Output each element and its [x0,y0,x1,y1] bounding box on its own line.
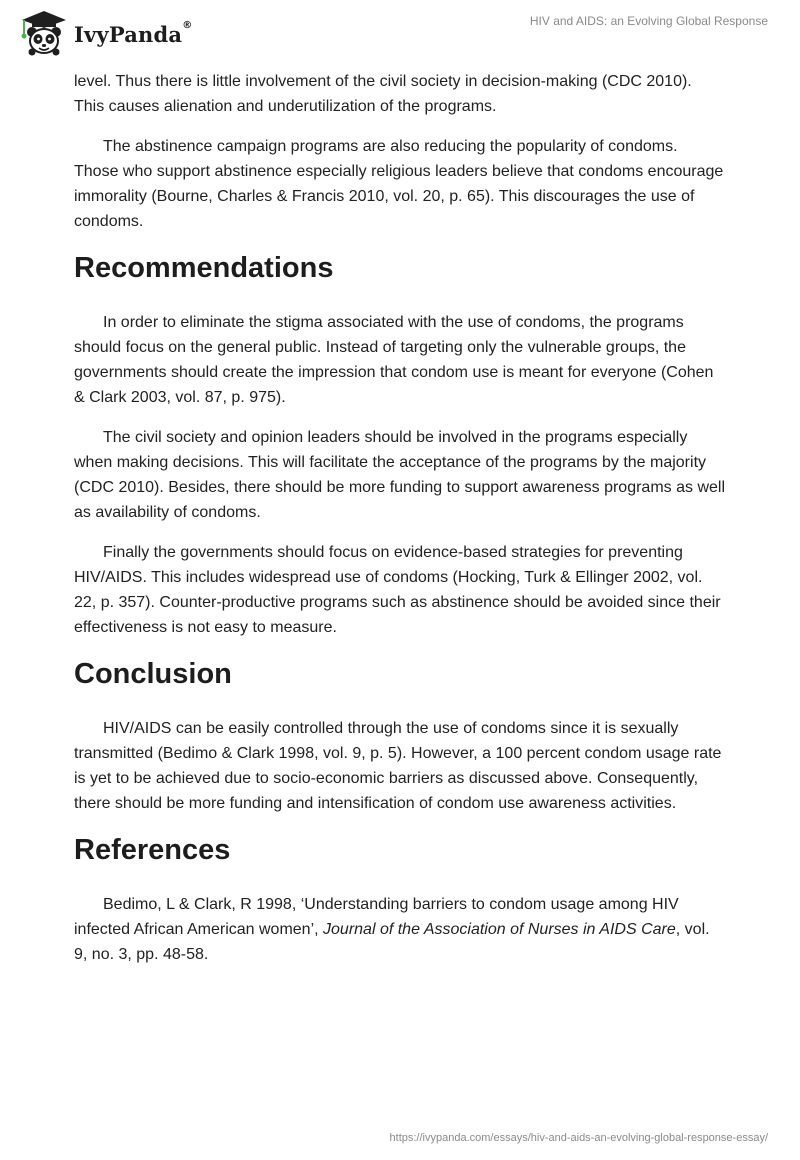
paragraph-stigma: In order to eliminate the stigma associated with the use of condoms, the programs should focus on the general public. Instead of targeting only the vulnerable groups, the governments should create the impression that condom use is meant for everyone (Cohen & Clark 2003, vol. 87, p. 975). [74,314,714,406]
reference-journal: Journal of the Association of Nurses in AIDS Care [323,921,676,938]
document-title: HIV and AIDS: an Evolving Global Response [529,14,768,28]
panda-graduate-icon [14,8,70,58]
source-url[interactable]: https://ivypanda.com/essays/hiv-and-aids-an-evolving-global-response-essay/ [389,1132,768,1144]
heading-conclusion: Conclusion [74,658,232,690]
heading-references: References [74,834,231,866]
essay-body [74,69,726,982]
paragraph-conclusion: HIV/AIDS can be easily controlled through the use of condoms since it is sexually transmitted (Bedimo & Clark 1998, vol. 9, p. 5). However, a 100 percent condom usage rate is yet to be achieved due to socio-economic barriers as discussed above. Consequently, there should be more funding and intensification of condom use awareness activities. [74,720,722,812]
reference-text-start: Bedimo, L & Clark, R 1998, ‘Understanding barriers to condom usage among HIV infected African American women’, [74,896,679,938]
paragraph-abstinence: The abstinence campaign programs are also reducing the popularity of condoms. Those who support abstinence especially religious leaders believe that condoms encourage immorality (Bourne, Charles & Francis 2010, vol. 20, p. 65). This discourages the use of condoms. [74,138,724,230]
paragraph-opinion-leaders: The civil society and opinion leaders should be involved in the programs especially when making decisions. This will facilitate the acceptance of the programs by the majority (CDC 2010). Besides, there should be more funding to support awareness programs as well as availability of condoms. [74,429,725,521]
ivypanda-logo[interactable] [14,8,192,58]
paragraph-evidence-based: Finally the governments should focus on evidence-based strategies for preventing HIV/AIDS. This includes widespread use of condoms (Hocking, Turk & Ellinger 2002, vol. 22, p. 357). Counter-productive programs such as abstinence should be avoided since their effectiveness is not easy to measure. [74,544,721,636]
paragraph-civil-society: level. Thus there is little involvement of the civil society in decision-making (CDC 2010). This causes alienation and underutilization of the programs. [74,73,692,115]
page-header [0,0,800,64]
reference-text-end: , vol. 9, no. 3, pp. 48-58. [74,921,710,963]
logo-wordmark [74,19,193,47]
logo-text: IvyPanda [74,21,183,47]
registered-mark: ® [182,19,193,31]
heading-recommendations: Recommendations [74,252,334,284]
reference-bedimo-clark [74,892,726,967]
